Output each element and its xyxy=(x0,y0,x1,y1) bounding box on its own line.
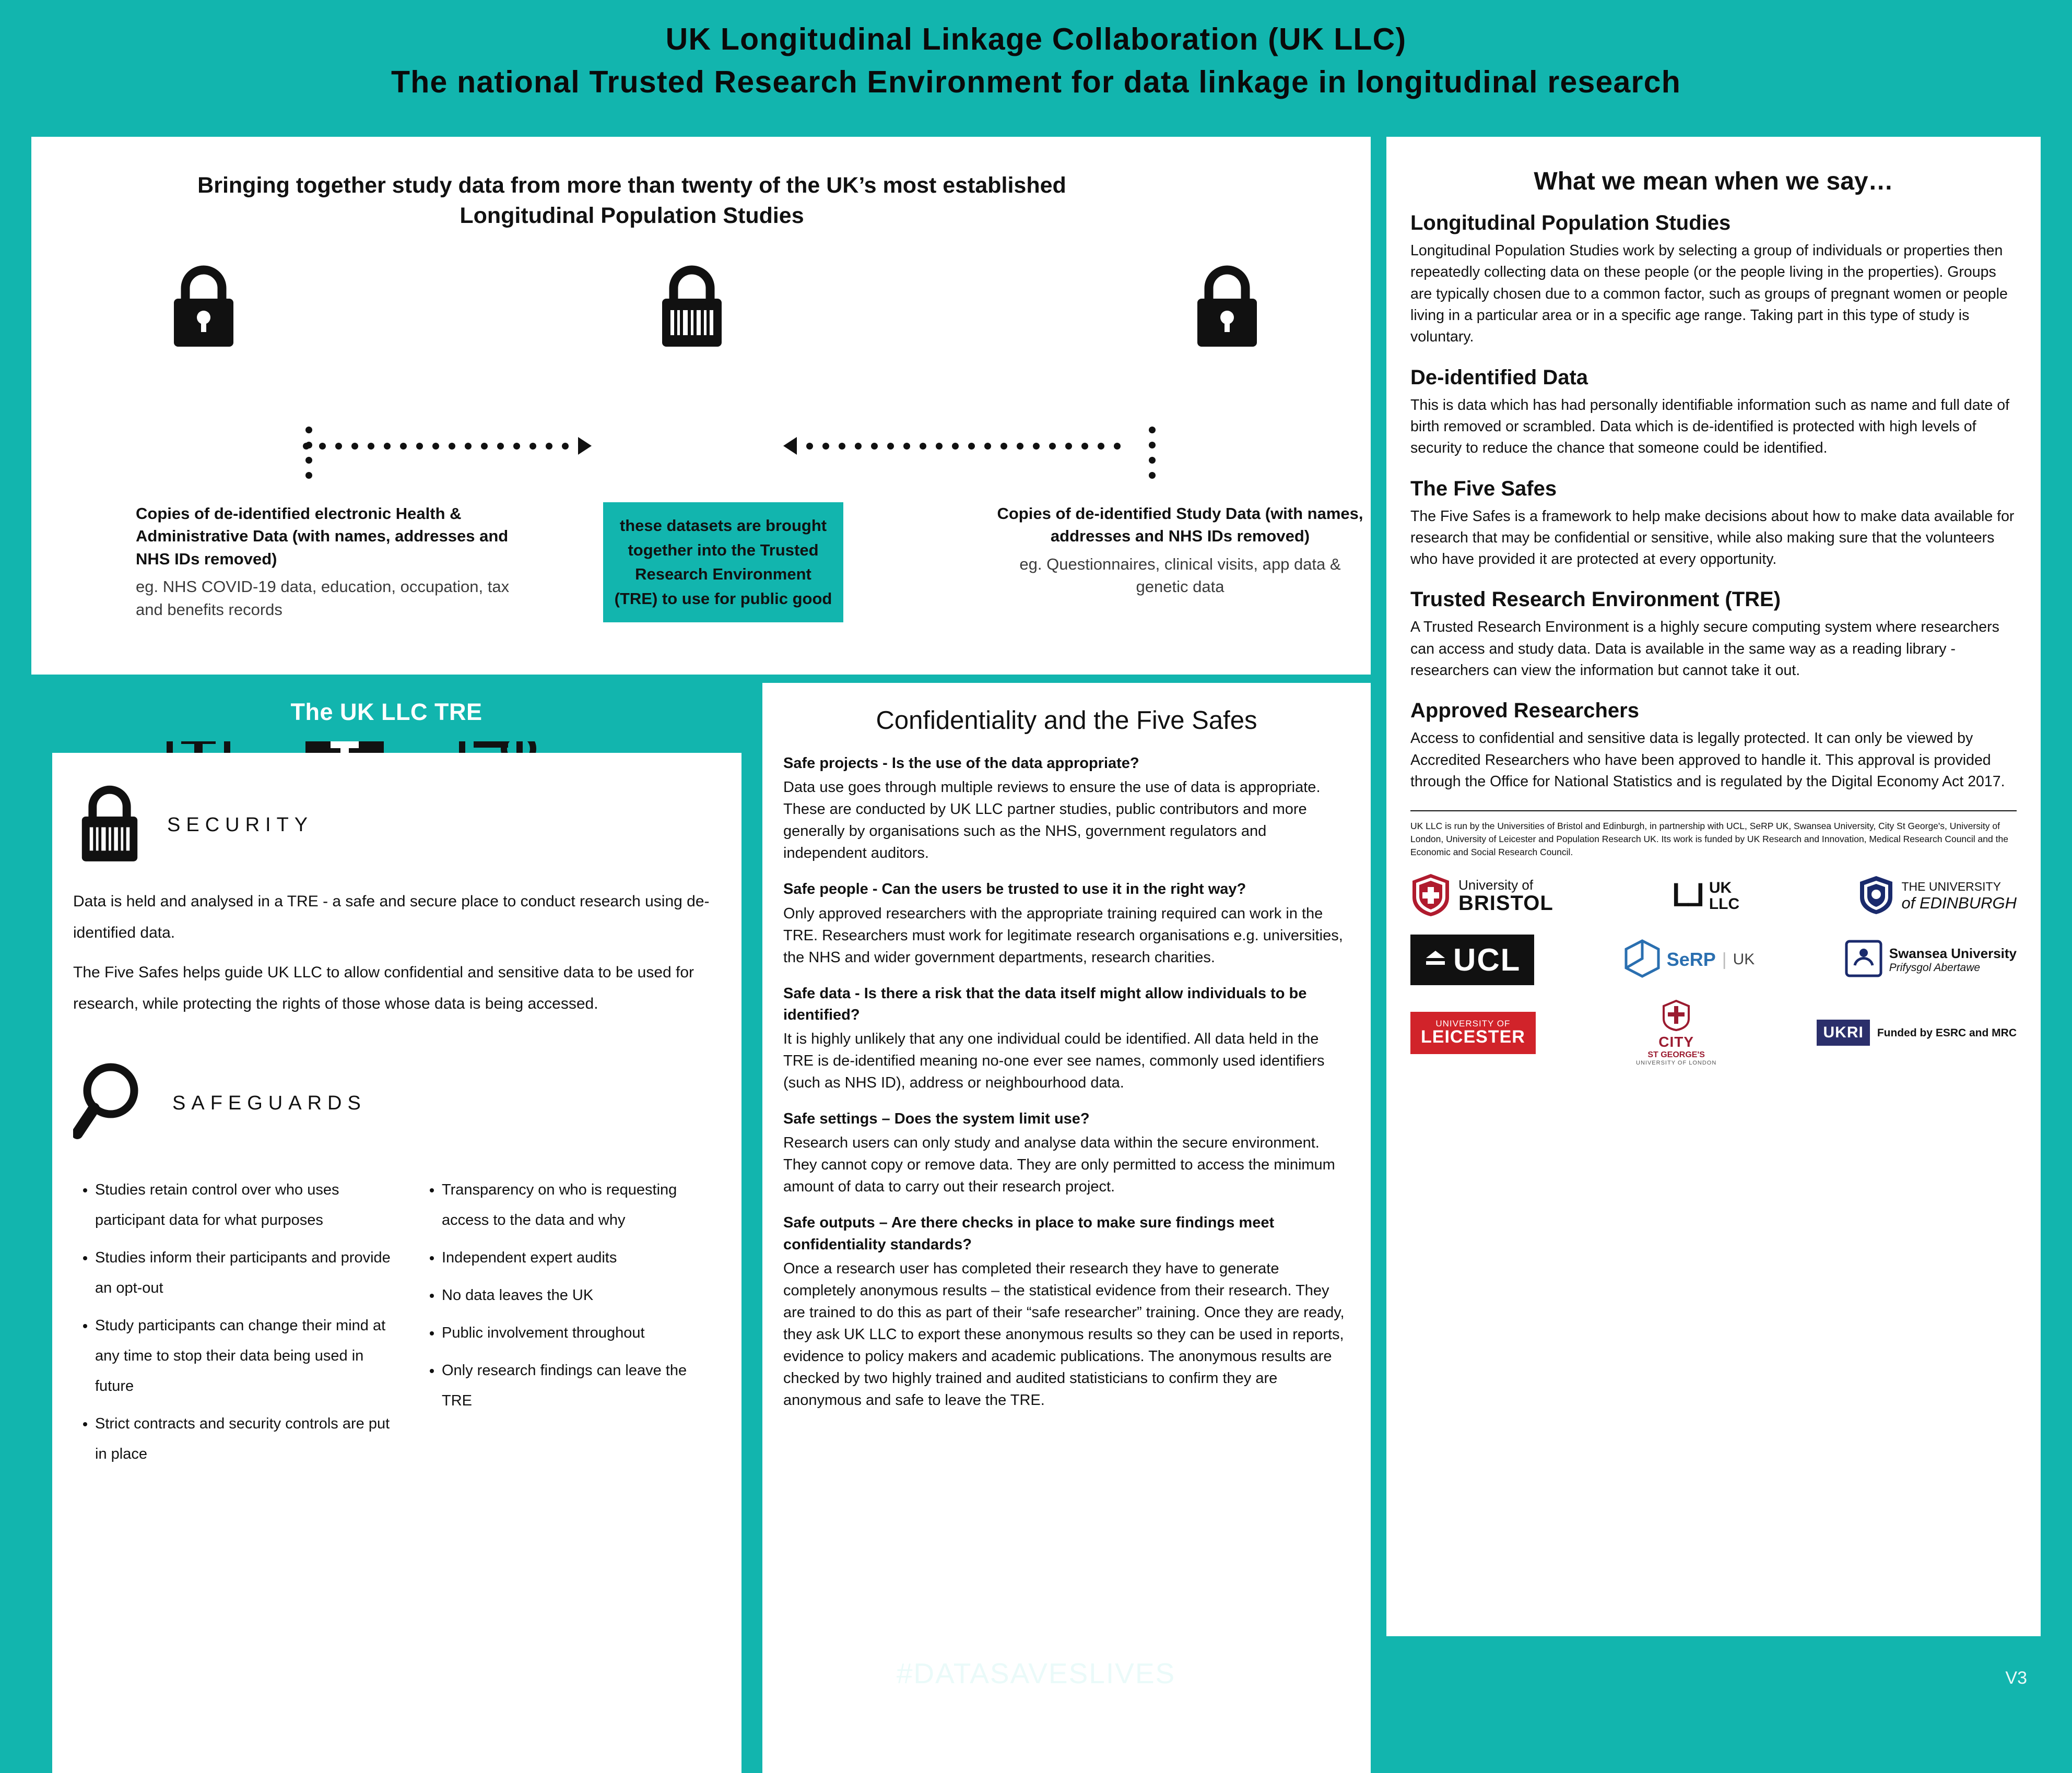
flow-dots-left-vertical xyxy=(305,427,312,487)
five-safes-question: Safe data - Is there a risk that the data itself might allow individuals to be identified? xyxy=(783,985,1307,1023)
glossary-term: Trusted Research Environment (TRE) xyxy=(1410,588,1781,611)
glossary-panel xyxy=(1386,137,2041,1636)
list-item: • Strict contracts and security controls are put in place xyxy=(95,1409,397,1469)
logo-leicester xyxy=(1410,1012,1536,1055)
padlock-barcode-icon-center xyxy=(653,262,731,351)
glossary-term: The Five Safes xyxy=(1410,477,1557,500)
flow-arrow-right xyxy=(303,437,592,455)
security-row xyxy=(73,782,721,868)
study-data-example: eg. Questionnaires, clinical visits, app data & genetic data xyxy=(1019,554,1341,596)
tre-callout-box: these datasets are brought together into the Trusted Research Environment (TRE) to use for public good xyxy=(603,502,843,622)
glossary-item xyxy=(1410,477,2017,571)
five-safes-item xyxy=(783,879,1350,968)
security-label: SECURITY xyxy=(167,814,314,836)
data-sources-title: Bringing together study data from more than twenty of the UK’s most established Longitudinal Population Studies xyxy=(197,173,1066,229)
glossary-definition: The Five Safes is a framework to help make decisions about how to make data available for research that may be confidential or sensitive, while also making sure that the volunteers who have provided it are protected at every opportunity. xyxy=(1410,507,2015,568)
edinburgh-line-1: THE UNIVERSITY xyxy=(1901,879,2001,893)
version-label: V3 xyxy=(2005,1668,2027,1688)
logo-swansea xyxy=(1844,938,2017,982)
five-safes-question: Safe people - Can the users be trusted to use it in the right way? xyxy=(783,881,1246,898)
health-admin-data-heading: Copies of de-identified electronic Health & Administrative Data (with names, addresses and NHS IDs removed) xyxy=(136,504,509,568)
logo-row-3 xyxy=(1410,1000,2017,1066)
five-safes-item xyxy=(783,1108,1350,1198)
logo-edinburgh xyxy=(1858,874,2017,918)
list-item: • Studies retain control over who uses participant data for what purposes xyxy=(95,1175,397,1235)
glossary-term: De-identified Data xyxy=(1410,365,1588,389)
bristol-line-2: BRISTOL xyxy=(1458,891,1553,915)
bristol-wordmark xyxy=(1458,878,1553,914)
ucl-mark-icon xyxy=(1424,942,1447,978)
safeguards-row xyxy=(73,1060,721,1146)
glossary-title: What we mean when we say… xyxy=(1534,168,1893,195)
tre-panel xyxy=(52,753,741,1773)
tre-panel-title: The UK LLC TRE xyxy=(290,699,482,725)
edinburgh-wordmark xyxy=(1902,880,2017,913)
five-safes-answer: Research users can only study and analyse data within the secure environment. They cannot copy or remove data. They are only permitted to access the minimum amount of data to carry out their research project. xyxy=(783,1134,1335,1196)
logo-row-2 xyxy=(1410,935,2017,985)
security-paragraph-1: Data is held and analysed in a TRE - a safe and secure place to conduct research using de-identified data. xyxy=(73,893,710,941)
list-item: • Only research findings can leave the TRE xyxy=(442,1355,717,1416)
poster-subtitle: The national Trusted Research Environment for data linkage in longitudinal research xyxy=(391,65,1681,99)
serp-uk-label: UK xyxy=(1733,951,1755,968)
list-item: • Public involvement throughout xyxy=(442,1318,717,1348)
ukllc-line-2: LLC xyxy=(1709,895,1740,913)
st-georges-line-1: CITY xyxy=(1658,1033,1694,1050)
glossary-definition: A Trusted Research Environment is a highly secure computing system where researchers can access and study data. Data is available in the same way as a reading library - researchers can view the information but cannot take it out. xyxy=(1410,619,1999,679)
right-column xyxy=(1386,137,2041,1636)
glossary-item xyxy=(1410,211,2017,348)
data-sources-panel xyxy=(31,137,1371,675)
serp-wordmark: SeRP xyxy=(1666,949,1716,971)
five-safes-question: Safe settings – Does the system limit use? xyxy=(783,1110,1090,1128)
swansea-line-2: Prifysgol Abertawe xyxy=(1889,961,1981,974)
five-safes-item xyxy=(783,1212,1350,1411)
poster-header xyxy=(0,0,2072,121)
list-item: • No data leaves the UK xyxy=(442,1280,717,1310)
partners-credit: UK LLC is run by the Universities of Bristol and Edinburgh, in partnership with UCL, SeRP UK, Swansea University, City St George's, University of London, University of Leicester and Population Research UK. Its work is funded by UK Research and Innovation, Medical Research Council and the Economic and Social Research Council. xyxy=(1410,821,2008,857)
list-item: • Study participants can change their mind at any time to stop their data being used in future xyxy=(95,1310,397,1401)
glossary-item xyxy=(1410,699,2017,793)
glossary-definition: Access to confidential and sensitive data is legally protected. It can only be viewed by Accredited Researchers who have been approved to handle it. This approval is provided through the Office for National Statistics and is regulated by the Digital Economy Act 2017. xyxy=(1410,730,2005,790)
left-column xyxy=(31,137,1371,1636)
ukllc-wordmark xyxy=(1709,880,1739,913)
logo-grid xyxy=(1410,872,2017,1066)
glossary-definition: Longitudinal Population Studies work by selecting a group of individuals or properties then repeatedly collecting data on these people (or the people living in the properties). Groups are typically chosen due to a common factor, such as groups of pregnant women or people living in a particular area or in a specific age range. Taking part in this type of study is voluntary. xyxy=(1410,242,2008,346)
logo-ucl xyxy=(1410,935,1534,985)
st-georges-line-2: ST GEORGE'S xyxy=(1647,1050,1705,1059)
glossary-term: Approved Researchers xyxy=(1410,699,1639,723)
list-item: • Transparency on who is requesting access to the data and why xyxy=(442,1175,717,1235)
serp-divider: | xyxy=(1722,949,1727,970)
security-paragraph-2: The Five Safes helps guide UK LLC to allow confidential and sensitive data to be used for research, while protecting the rights of those whose data is being accessed. xyxy=(73,964,694,1012)
health-admin-data-text xyxy=(136,502,522,621)
flow-arrow-left xyxy=(783,437,1130,455)
logo-bristol xyxy=(1410,872,1553,920)
confidentiality-panel xyxy=(762,683,1371,1773)
poster-footer xyxy=(0,1637,2072,1727)
five-safes-answer: Data use goes through multiple reviews to ensure the use of data is appropriate. These are conducted by UK LLC partner studies, public contributors and more generally by organisations such as the NHS, government regulators and independent auditors. xyxy=(783,779,1321,862)
edinburgh-line-2: of EDINBURGH xyxy=(1901,893,2017,912)
ukri-mark: UKRI xyxy=(1817,1020,1869,1046)
swansea-wordmark xyxy=(1889,945,2017,974)
edinburgh-crest-icon xyxy=(1858,874,1894,918)
leicester-line-1: UNIVERSITY OF xyxy=(1435,1018,1511,1029)
swansea-crest-icon xyxy=(1844,938,1883,982)
bristol-crest-icon xyxy=(1410,872,1451,920)
serp-cube-icon xyxy=(1624,939,1661,981)
five-safes-item xyxy=(783,753,1350,864)
logo-row-1 xyxy=(1410,872,2017,920)
five-safes-answer: It is highly unlikely that any one individual could be identified. All data held in the TRE is de-identified meaning no-one ever see names, commonly used identifiers (such as NHS ID), address or neighbourhood data. xyxy=(783,1031,1325,1092)
study-data-heading: Copies of de-identified Study Data (with names, addresses and NHS IDs removed) xyxy=(997,504,1363,546)
glossary-item xyxy=(1410,588,2017,681)
divider xyxy=(1410,810,2017,811)
five-safes-item xyxy=(783,983,1350,1094)
five-safes-question: Safe outputs – Are there checks in place to make sure findings meet confidentiality standards? xyxy=(783,1214,1275,1253)
swansea-line-1: Swansea University xyxy=(1889,945,2017,961)
study-data-text xyxy=(992,502,1368,598)
ukllc-mark-icon: ᒪᒧ xyxy=(1671,879,1703,913)
glossary-item xyxy=(1410,366,2017,459)
logo-serp xyxy=(1624,939,1755,981)
leicester-line-2: LEICESTER xyxy=(1421,1027,1525,1047)
bristol-line-1: University of xyxy=(1458,877,1534,893)
five-safes-answer: Only approved researchers with the appropriate training required can work in the TRE. Researchers must work for legitimate research organisations e.g. universities, the NHS and wider government departments, research charities. xyxy=(783,905,1343,966)
ukri-funded-text: Funded by ESRC and MRC xyxy=(1877,1026,2017,1039)
health-admin-data-example: eg. NHS COVID-19 data, education, occupation, tax and benefits records xyxy=(136,577,510,619)
logo-st-georges xyxy=(1636,1000,1716,1066)
safeguards-label: SAFEGUARDS xyxy=(172,1092,367,1114)
list-item: • Studies inform their participants and provide an opt-out xyxy=(95,1243,397,1303)
poster-title: UK Longitudinal Linkage Collaboration (UK LLC) xyxy=(665,22,1407,56)
padlock-icon-left xyxy=(164,262,243,351)
padlock-barcode-icon-security xyxy=(73,782,146,868)
magnifier-icon xyxy=(73,1060,151,1146)
st-georges-line-3: UNIVERSITY OF LONDON xyxy=(1636,1059,1717,1066)
padlock-icon-right xyxy=(1188,262,1266,351)
st-georges-crest-icon xyxy=(1636,1000,1716,1034)
hashtag-label: #DATASAVESLIVES xyxy=(896,1657,1176,1689)
logo-ukri xyxy=(1817,1020,2017,1046)
flow-dots-right-vertical xyxy=(1149,427,1156,487)
list-item: • Independent expert audits xyxy=(442,1243,717,1273)
glossary-definition: This is data which has had personally identifiable information such as name and full date of birth removed or scrambled. Data which is de-identified is protected with high levels of security to reduce the chance that someone could be identified. xyxy=(1410,396,2009,457)
safeguards-bullets-left xyxy=(73,1175,397,1476)
logo-ukllc xyxy=(1671,880,1739,913)
safeguards-bullets-right xyxy=(420,1175,717,1476)
glossary-term: Longitudinal Population Studies xyxy=(1410,211,1731,234)
tre-panel-header xyxy=(31,683,741,741)
safeguards-bullets xyxy=(73,1175,721,1476)
five-safes-question: Safe projects - Is the use of the data appropriate? xyxy=(783,755,1139,772)
five-safes-answer: Once a research user has completed their research they have to generate completely anonymous results – the statistical evidence from their research. They are trained to do this as part of their “safe researcher” training. Once they are ready, they ask UK LLC to export these anonymous results so they can be used in reports, evidence to policy makers and academic publications. The anonymous results are checked by two highly trained and audited statisticians to confirm they are anonymous and safe to leave the TRE. xyxy=(783,1260,1345,1409)
ukllc-line-1: UK xyxy=(1709,879,1732,896)
confidentiality-title: Confidentiality and the Five Safes xyxy=(876,706,1257,735)
ucl-wordmark: UCL xyxy=(1453,942,1521,977)
